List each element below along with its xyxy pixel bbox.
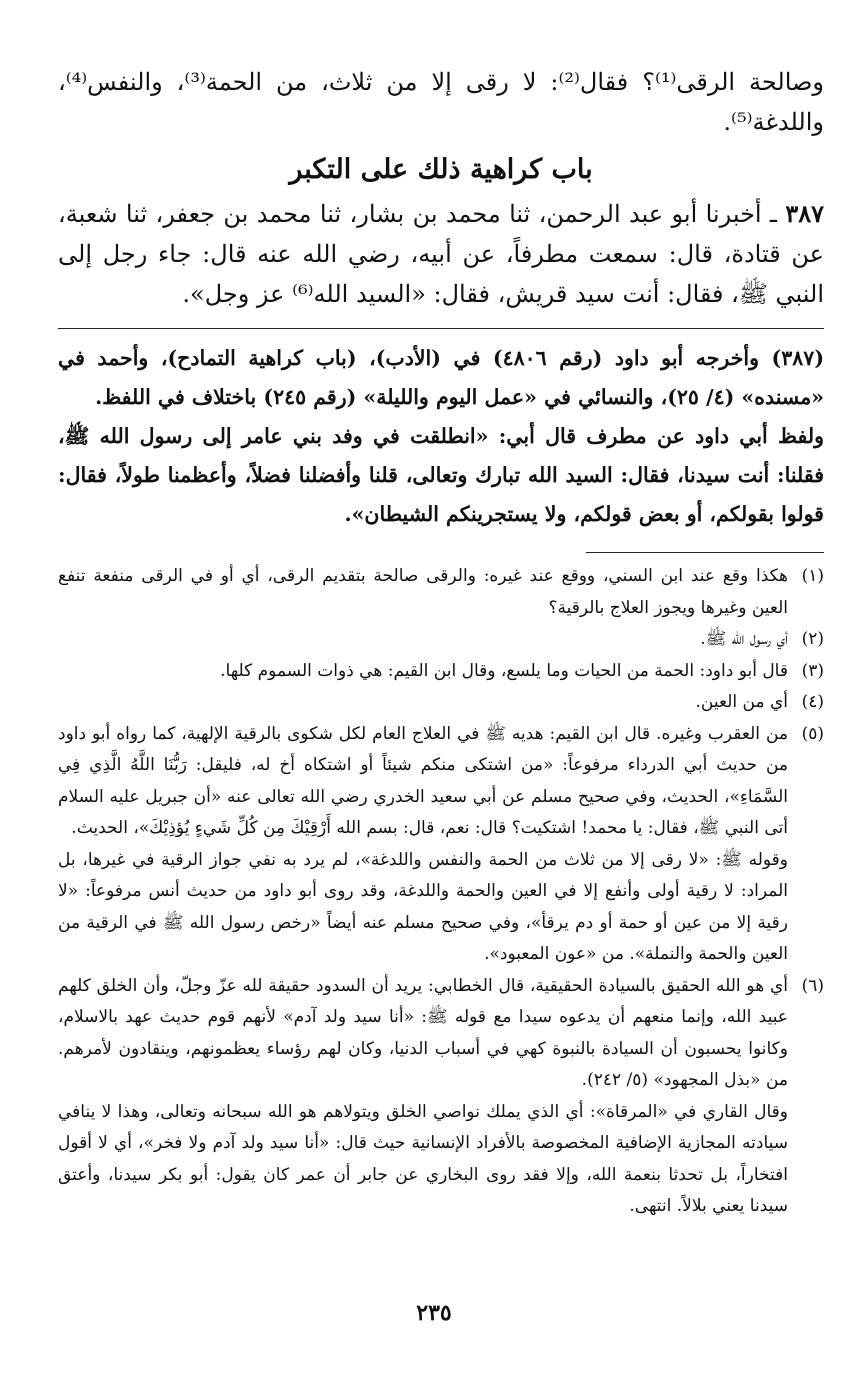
hadith-number: ٣٨٧ — [785, 199, 824, 228]
footnote-paragraph: وقوله ﷺ: «لا رقى إلا من ثلاث من الحمة والنفس واللدغة»، لم يرد به نفي جواز الرقية في غيرها، بل المراد: لا رقية أولى وأنفع إلا في العين والحمة واللدغة، وقد روى أبو داود من حديث أنس مرفوعاً: «لا رقية إلا من عين أو حمة أو دم يرقأ»، وفي صحيح مسلم عنه أيضاً «رخص رسول الله ﷺ في الرقية من العين والحمة والنملة». من «عون المعبود». — [58, 849, 788, 964]
footnote-text — [58, 719, 788, 971]
footnote-paragraph: هكذا وقع عند ابن السني، ووقع عند غيره: والرقى صالحة بتقديم الرقى، أي أو في الرقى منفعة تنفع العين وغيرها ويجوز العلاج بالرقية؟ — [58, 566, 788, 618]
footnote-text — [58, 971, 788, 1223]
footnote-text — [58, 656, 788, 688]
footnote-paragraph: أي رسول الله ﷺ. — [700, 629, 788, 649]
footnote-text — [58, 687, 788, 719]
footnote-text — [58, 561, 788, 624]
footnote-paragraph: قال أبو داود: الحمة من الحيات وما يلسع، وقال ابن القيم: هي ذوات السموم كلها. — [220, 660, 788, 681]
footnote-number: (٣) — [801, 660, 824, 681]
chapter-heading: باب كراهية ذلك على التكبر — [289, 154, 593, 185]
footnote-number: (١) — [801, 566, 824, 586]
footnotes — [58, 561, 824, 1223]
footnote-number: (٥) — [801, 723, 824, 744]
takhrij-paragraph-1: (٣٨٧) وأخرجه أبو داود (رقم ٤٨٠٦) في (الأدب)، (باب كراهية التمادح)، وأحمد في «مسنده» (٤/ ٢٥)، والنسائي في «عمل اليوم والليلة» (رقم ٢٤٥) باختلاف في اللفظ. — [58, 346, 825, 409]
hadith-387 — [58, 194, 824, 314]
footnote — [58, 624, 824, 656]
footnote-text — [58, 624, 788, 656]
footnote — [58, 656, 824, 688]
footnote-paragraph: أي من العين. — [695, 692, 788, 712]
page-number: ٢٣٥ — [416, 1300, 452, 1326]
footnote-rule — [586, 552, 824, 553]
footnote — [58, 561, 824, 624]
footnote-number: (٦) — [801, 975, 824, 996]
takhrij-section — [58, 339, 824, 534]
footnote — [58, 687, 824, 719]
footnote-paragraph: من العقرب وغيره. قال ابن القيم: هديه ﷺ في العلاج العام لكل شكوى بالرقية الإلهية، كما رواه أبو داود من حديث أبي الدرداء مرفوعاً: «من اشتكى منكم شيئاً أو اشتكاه أخ له، فليقل: رَبُّنَا اللَّهُ الَّذِي فِي السَّمَاءِ»، الحديث، وفي صحيح مسلم عن أبي سعيد الخدري رضي الله تعالى عنه «أن جبريل عليه السلام أتى النبي ﷺ، فقال: يا محمد! اشتكيت؟ قال: نعم، قال: بسم الله أَرْقِيْكَ مِن كُلِّ شَيءٍ يُؤذِيْكَ»، الحديث. — [58, 723, 788, 838]
footnote-number: (٢) — [801, 629, 824, 649]
footnote — [58, 719, 824, 971]
takhrij-paragraph-2: ولفظ أبي داود عن مطرف قال أبي: «انطلقت في وفد بني عامر إلى رسول الله ﷺ، فقلنا: أنت سيدنا، فقال: السيد الله تبارك وتعالى، قلنا وأفضلنا فضلاً، وأعظمنا طولاً، فقال: قولوا بقولكم، أو بعض قولكم، ولا يستجرينكم الشيطان». — [58, 424, 824, 526]
footnote — [58, 971, 824, 1223]
footnote-paragraph: وقال القاري في «المرقاة»: أي الذي يملك نواصي الخلق ويتولاهم هو الله سبحانه وتعالى، وهذا لا ينافي سيادته المجازية الإضافية المخصوصة بالأفراد الإنسانية حيث قال: «أنا سيد ولد آدم ولا فخر»، أي لا أقول افتخاراً، بل تحدثا بنعمة الله، وإلا فقد روى البخاري عن جابر أن عمر كان يقول: أبو بكر سيدنا، وأعتق سيدنا يعني بلالاً. انتهى. — [58, 1101, 788, 1216]
main-text-continuation: وصالحة الرقى⁽¹⁾؟ فقال⁽²⁾: لا رقى إلا من ثلاث، من الحمة⁽³⁾، والنفس⁽⁴⁾، واللدغة⁽⁵⁾. — [58, 68, 824, 136]
footnote-paragraph: أي هو الله الحقيق بالسيادة الحقيقية، قال الخطابي: يريد أن السدود حقيقة لله عزّ وجلّ، وأن الخلق كلهم عبيد الله، وإنما منعهم أن يدعوه سيدا مع قوله ﷺ: «أنا سيد ولد آدم» لأنهم قوم حديث عهد بالاسلام، وكانوا يحسبون أن السيادة بالنبوة كهي في أسباب الدنيا، وكان لهم رؤساء يعظمونهم، وينقادون لأمرهم. من «بذل المجهود» (٥/ ٢٤٢). — [58, 975, 788, 1090]
hadith-text: ـ أخبرنا أبو عبد الرحمن، ثنا محمد بن بشار، ثنا محمد بن جعفر، ثنا شعبة، عن قتادة، قال: سمعت مطرفاً، عن أبيه، رضي الله عنه قال: جاء رجل إلى النبي ﷺ، فقال: أنت سيد قريش، فقال: «السيد الله⁽⁶⁾ عز وجل». — [58, 200, 824, 308]
separator-rule — [58, 328, 824, 329]
page-body — [58, 62, 824, 1223]
footnote-number: (٤) — [801, 692, 824, 712]
